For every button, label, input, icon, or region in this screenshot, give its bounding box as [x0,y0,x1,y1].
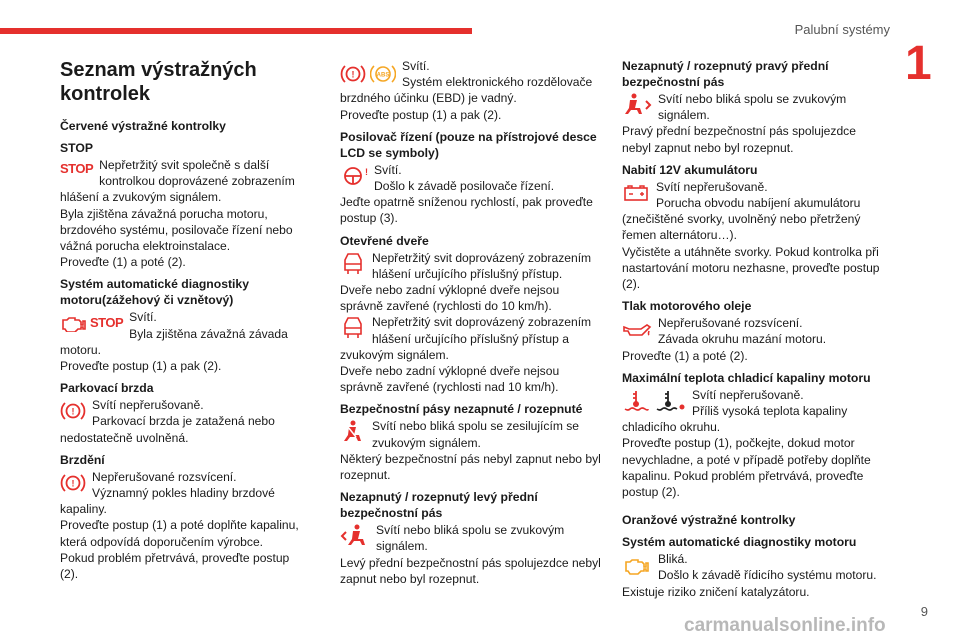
column-1 [60,58,300,582]
svg-text:!: ! [71,478,75,489]
abs-icon [370,63,396,85]
steer-heading: Posilovač řízení (pouze na přístrojové desce LCD se symboly) [340,129,597,160]
page-title: Seznam výstražných kontrolek [60,59,257,105]
oil-pressure-icon [622,316,652,342]
right-belt-item: Svítí nebo bliká spolu se zvukovým signálem. Pravý přední bezpečnostní pás spolujezdce nebyl zapnut nebo byl rozepnut. [622,92,856,155]
doors-item: Nepřetržitý svit doprovázený zobrazením hlášení určujícího příslušný přístup. Dveře nebo zadní výklopné dveře nejsou správně zavřené (rychlosti do 10 km/h). [340,250,592,314]
belts-item: Svítí nebo bliká spolu se zesilujícím se zvukovým signálem. Některý bezpečnostní pás nebyl zapnut nebo byl rozepnut. [340,419,601,483]
stop-icon: STOP [60,160,94,176]
brake-warning-icon [60,470,86,496]
battery-item: Svítí nepřerušovaně. Porucha obvodu nabíjení akumulátoru (znečištěné svorky, uvolněný nebo přetržený řemen alternátoru…). Vyčistěte a utáhněte svorky. Pokud kontrolka při nastartování motoru nezhasne, proveďte postup (2). [622,179,880,292]
belts-heading: Bezpečnostní pásy nezapnuté / rozepnuté [340,402,583,417]
right-seatbelt-icon [622,92,652,118]
coolant-icons [622,388,686,414]
steer-item: ! Svítí. Došlo k závadě posilovače řízení. Jeďte opatrně sníženou rychlostí, pak proveďte postup (3). [340,162,593,226]
column-3 [622,58,888,600]
door-open-icon [340,315,366,341]
diag-heading: Systém automatické diagnostiky motoru(zážehový či vznětový) [60,277,249,308]
door-open-icon [340,251,366,277]
svg-text:!: ! [365,166,368,177]
engine-check-icon [622,552,652,578]
stop-item: STOP Nepřetržitý svit společně s další kontrolkou doprovázené zobrazením hlášení a zvukovým signálem. Byla zjištěna závažná porucha motoru, brzdového systému, posilovače řízení nebo vážná porucha elektroinstalace. Proveďte (1) a poté (2). [60,158,295,270]
park-heading: Parkovací brzda [60,381,154,396]
ebd-icons [340,59,396,89]
svg-text:!: ! [71,406,75,417]
park-item: ! Svítí nepřerušovaně. Parkovací brzda je zatažená nebo nedostatečně uvolněná. [60,398,275,445]
brake-item: ! Nepřerušované rozsvícení. Významný pokles hladiny brzdové kapaliny. Proveďte postup (1) a poté doplňte kapalinu, která odpovídá doporučením výrobce. Pokud problém přetrvává, proveďte postup (2). [60,469,299,582]
steering-wheel-icon [340,163,368,189]
coolant-temp-icon [622,389,650,413]
svg-text:ABS: ABS [376,72,390,79]
section-orange-warnings: Oranžové výstražné kontrolky [622,513,796,528]
page-number: 9 [920,604,928,619]
stop-heading: STOP [60,141,93,155]
parking-brake-icon [60,398,86,424]
brake-warning-icon [340,63,366,85]
page-header-title: Palubní systémy [794,22,890,37]
watermark: carmanualsonline.info [684,615,886,636]
battery-heading: Nabití 12V akumulátoru [622,162,758,177]
left-belt-item: Svítí nebo bliká spolu se zvukovým signálem. Levý přední bezpečnostní pás spolujezdce nebyl zapnut nebo byl rozepnut. [340,523,601,586]
engine-icon [60,314,86,332]
chapter-number: 1 [905,37,932,90]
oil-heading: Tlak motorového oleje [622,299,752,314]
engine-diag-heading: Systém automatické diagnostiky motoru [622,535,857,550]
column-2 [340,58,602,587]
right-belt-heading: Nezapnutý / rozepnutý pravý přední bezpečnostní pás [622,59,829,89]
battery-icon [622,180,650,206]
oil-item: Nepřerušované rozsvícení. Závada okruhu mazání motoru. Proveďte (1) a poté (2). [622,316,827,363]
coolant-item: Svítí nepřerušovaně. Příliš vysoká teplota kapaliny chladicího okruhu. Proveďte postup (1), počkejte, dokud motor nevychladne, a poté v případě potřeby doplňte kapalinu. Pokud problém přetrvává, proveďte postup (2). [622,387,871,500]
section-red-warnings: Červené výstražné kontrolky [60,119,226,133]
seatbelt-icon [340,419,366,445]
engine-diag-item: Bliká. Došlo k závadě řídicího systému motoru. Existuje riziko zničení katalyzátoru. [622,552,877,599]
left-seatbelt-icon [340,523,370,549]
coolant-temp-dark-icon [654,389,686,413]
svg-text:!: ! [351,69,355,80]
engine-stop-icon: STOP [60,310,123,336]
coolant-heading: Maximální teplota chladicí kapaliny motoru [622,370,871,385]
left-belt-heading: Nezapnutý / rozepnutý levý přední bezpečnostní pás [340,490,538,521]
diag-item: STOP Svítí. Byla zjištěna závažná závada motoru. Proveďte postup (1) a pak (2). [60,310,288,374]
doors-heading: Otevřené dveře [340,233,429,248]
doors-item-2: Nepřetržitý svit doprovázený zobrazením hlášení určujícího příslušný přístup a zvukovým signálem. Dveře nebo zadní výklopné dveře nejsou správně zavřené (rychlosti nad 10 km/h). [340,315,592,395]
header-accent-bar [0,28,472,34]
ebd-item: ! ABS Svítí. Systém elektronického rozdělovače brzdného účinku (EBD) je vadný. Proveďte postup (1) a pak (2). [340,59,593,122]
brake-heading: Brzdění [60,452,105,467]
